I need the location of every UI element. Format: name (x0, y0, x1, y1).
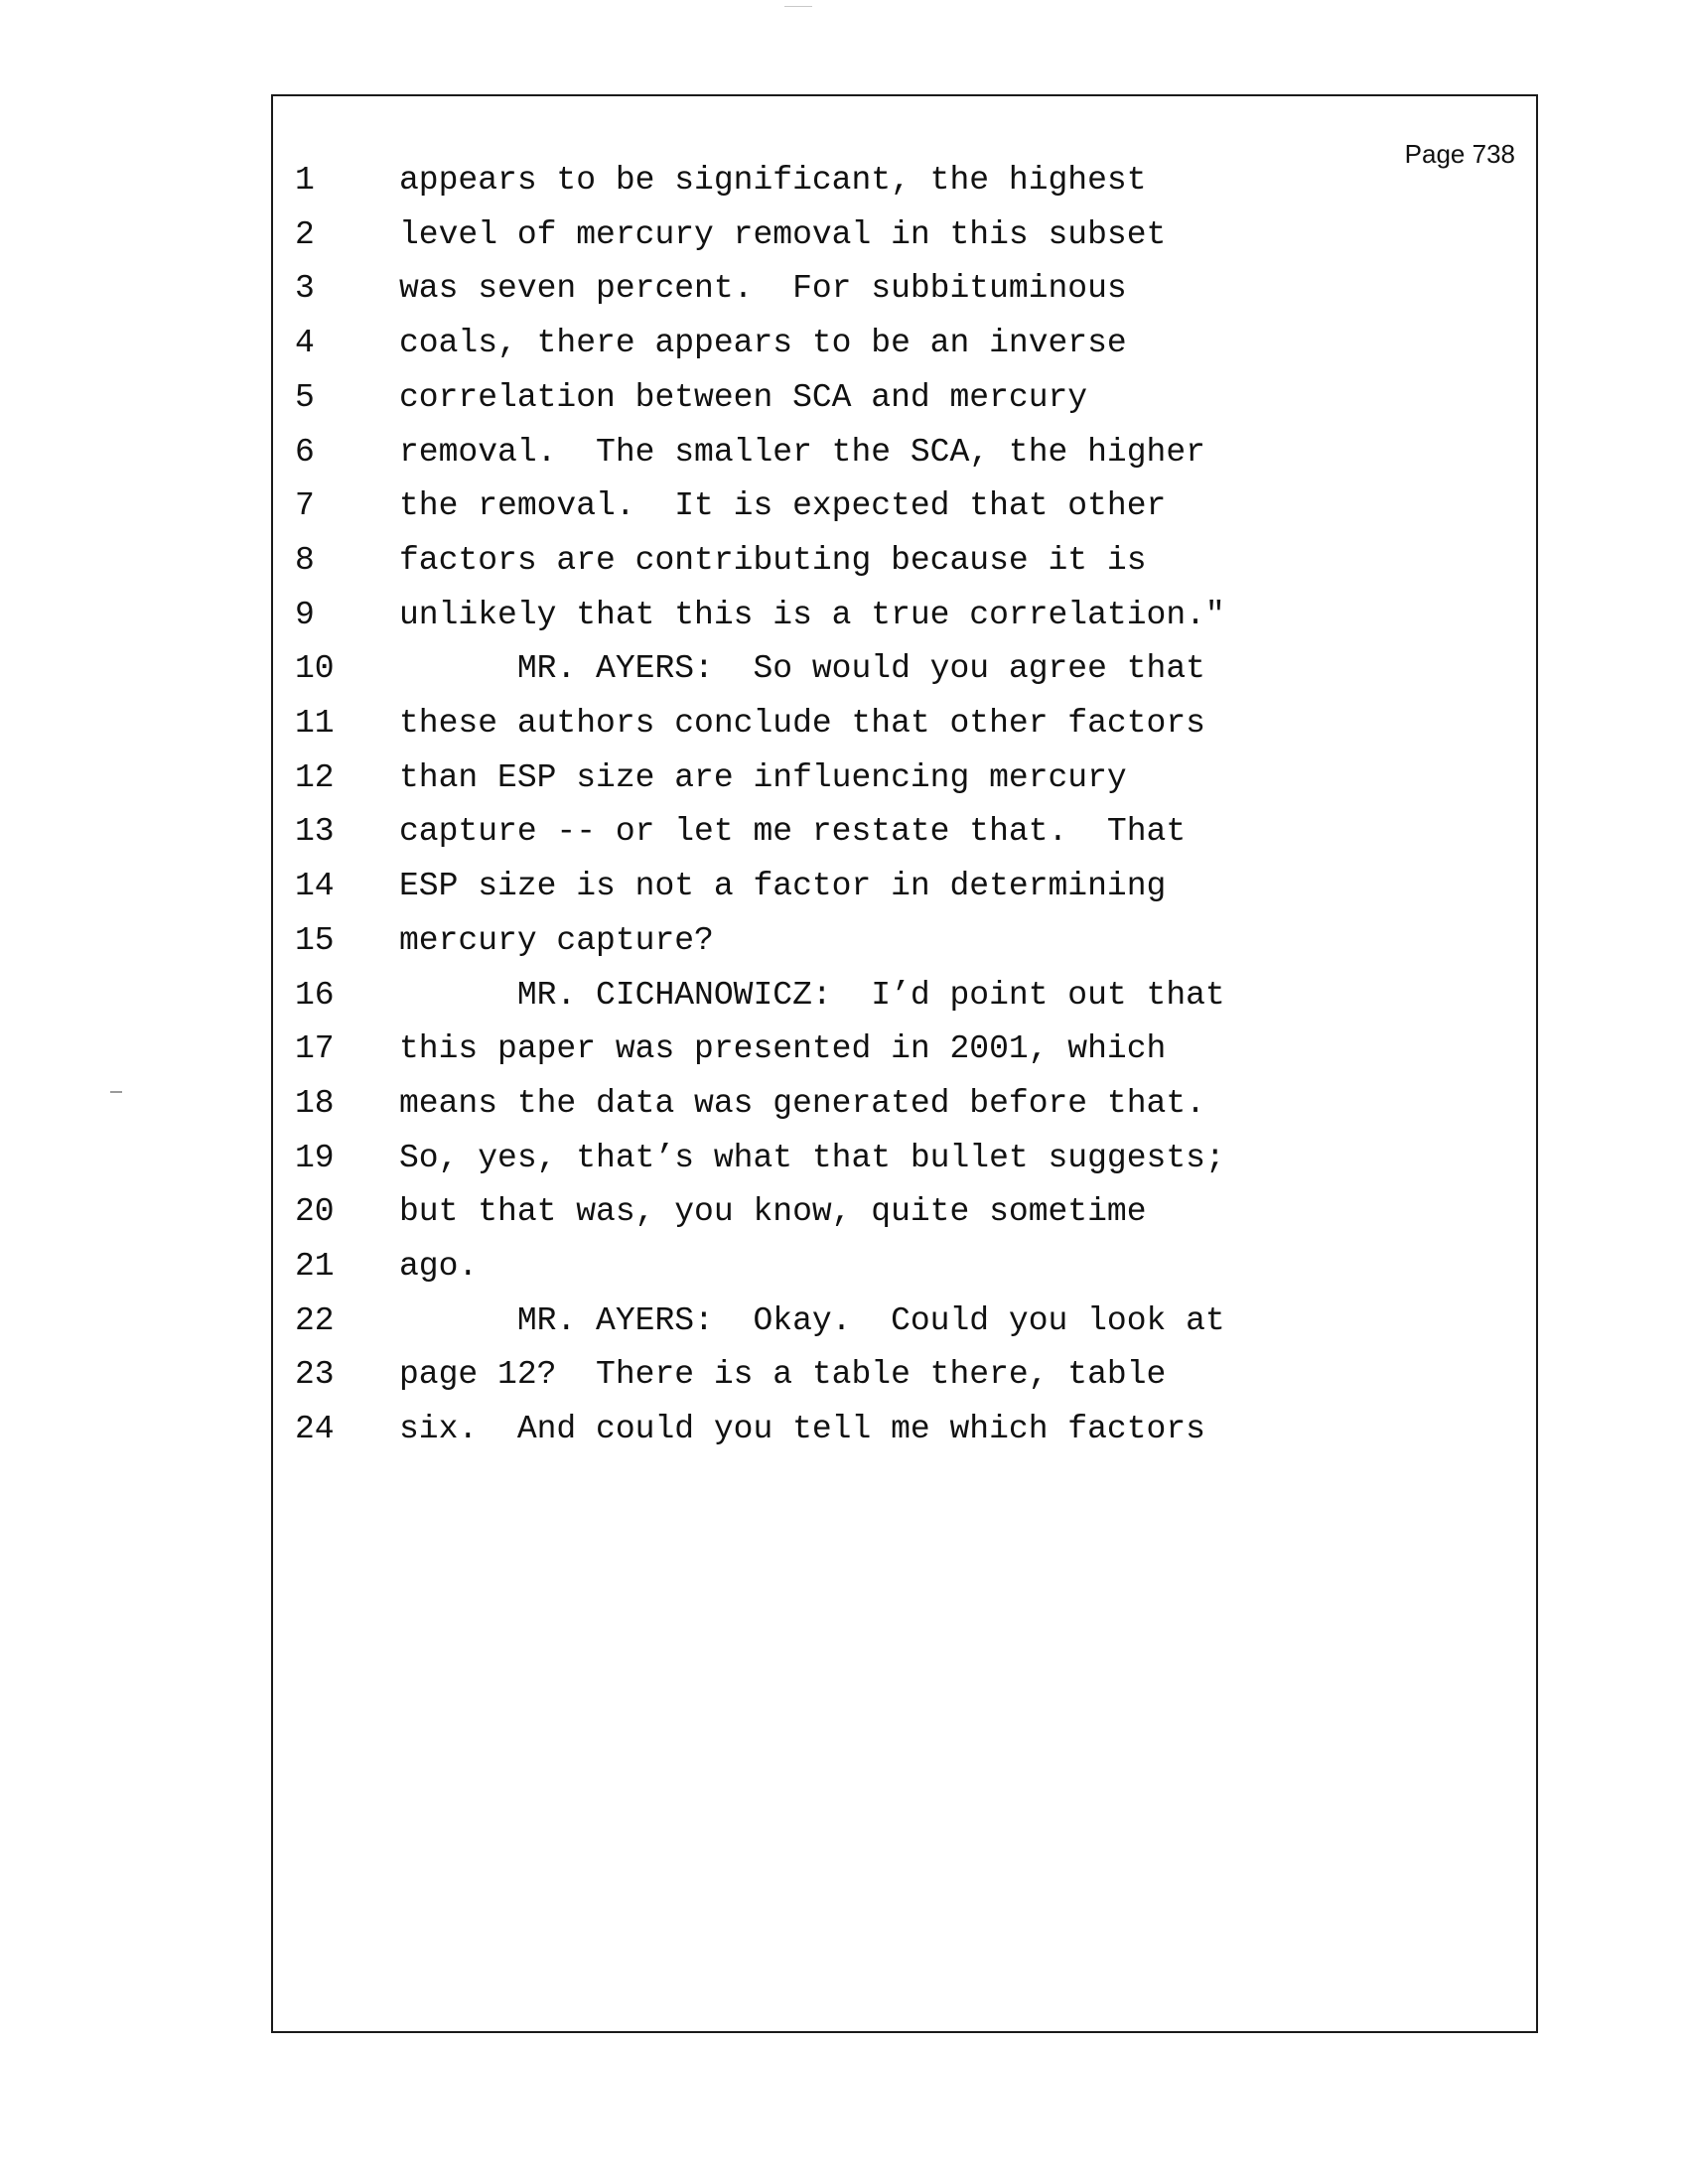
line-text: six. And could you tell me which factors (399, 1411, 1205, 1447)
line-number: 18 (295, 1085, 335, 1122)
line-text: ago. (399, 1248, 479, 1285)
line-number: 12 (295, 759, 335, 796)
line-number: 5 (295, 379, 315, 416)
line-text: MR. AYERS: So would you agree that (399, 650, 1205, 687)
line-text: this paper was presented in 2001, which (399, 1030, 1167, 1067)
line-text: ESP size is not a factor in determining (399, 868, 1167, 904)
line-text: means the data was generated before that. (399, 1085, 1205, 1122)
line-number: 1 (295, 162, 315, 199)
transcript-page (271, 94, 1538, 2033)
line-number: 15 (295, 922, 335, 959)
page-number: Page 738 (1404, 139, 1515, 169)
line-text: MR. CICHANOWICZ: I’d point out that (399, 977, 1225, 1014)
line-number: 2 (295, 216, 315, 253)
line-number: 17 (295, 1030, 335, 1067)
line-number: 20 (295, 1193, 335, 1230)
line-text: but that was, you know, quite sometime (399, 1193, 1147, 1230)
line-text: level of mercury removal in this subset (399, 216, 1167, 253)
line-number: 7 (295, 487, 315, 524)
line-number: 23 (295, 1356, 335, 1393)
line-number: 19 (295, 1140, 335, 1176)
line-number: 14 (295, 868, 335, 904)
line-number: 16 (295, 977, 335, 1014)
line-number: 11 (295, 705, 335, 742)
line-number: 22 (295, 1302, 335, 1339)
line-text: appears to be significant, the highest (399, 162, 1147, 199)
line-text: mercury capture? (399, 922, 714, 959)
line-text: So, yes, that’s what that bullet suggests; (399, 1140, 1225, 1176)
line-text: correlation between SCA and mercury (399, 379, 1088, 416)
line-number: 10 (295, 650, 335, 687)
line-text: removal. The smaller the SCA, the higher (399, 434, 1205, 471)
line-text: than ESP size are influencing mercury (399, 759, 1127, 796)
line-number: 24 (295, 1411, 335, 1447)
line-text: page 12? There is a table there, table (399, 1356, 1167, 1393)
line-number: 8 (295, 542, 315, 579)
line-number: 3 (295, 270, 315, 307)
line-number: 21 (295, 1248, 335, 1285)
line-text: MR. AYERS: Okay. Could you look at (399, 1302, 1225, 1339)
line-text: the removal. It is expected that other (399, 487, 1167, 524)
line-text: was seven percent. For subbituminous (399, 270, 1127, 307)
line-text: unlikely that this is a true correlation." (399, 597, 1225, 633)
line-text: factors are contributing because it is (399, 542, 1147, 579)
line-number: 4 (295, 325, 315, 361)
line-number: 6 (295, 434, 315, 471)
scan-speck (784, 6, 812, 7)
margin-mark (110, 1091, 122, 1093)
line-number: 13 (295, 813, 335, 850)
line-number: 9 (295, 597, 315, 633)
line-text: coals, there appears to be an inverse (399, 325, 1127, 361)
line-text: capture -- or let me restate that. That (399, 813, 1187, 850)
line-text: these authors conclude that other factors (399, 705, 1205, 742)
